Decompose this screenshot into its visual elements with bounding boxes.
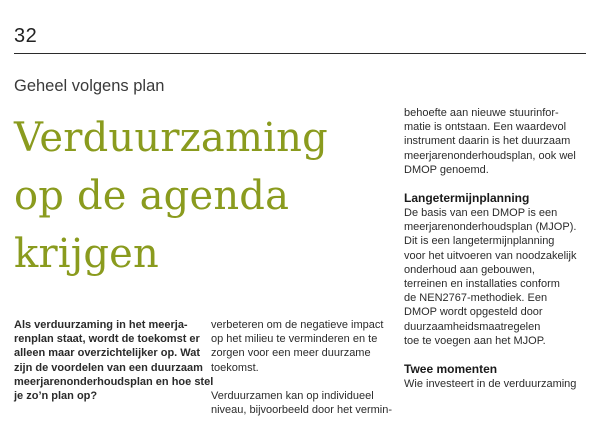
body-line: Verduurzamen kan op individueel: [211, 389, 374, 402]
body-line: onderhoud aan gebouwen,: [404, 263, 535, 276]
article-title: [14, 109, 384, 283]
body-line: DMOP wordt opgesteld door: [404, 306, 543, 319]
body-paragraph: [211, 318, 386, 375]
body-paragraph: [404, 377, 586, 391]
body-line: de NEN2767-methodiek. Een: [404, 292, 548, 305]
intro-line: renplan staat, wordt de toekomst er: [14, 333, 200, 346]
title-line: op de agenda: [14, 173, 290, 219]
page-number: 32: [14, 25, 38, 47]
article-kicker: Geheel volgens plan: [14, 77, 165, 95]
body-line: DMOP genoemd.: [404, 163, 489, 176]
body-line: De basis van een DMOP is een: [404, 207, 558, 220]
body-line: instrument daarin is het duurzaam: [404, 135, 571, 148]
subheading-langetermijnplanning: Langetermijnplanning: [404, 191, 530, 206]
body-line: niveau, bijvoorbeeld door het vermin-: [211, 404, 392, 417]
body-line: meerjarenonderhoudsplan, ook wel: [404, 149, 576, 162]
body-line: behoefte aan nieuwe stuurinfor-: [404, 107, 559, 119]
subheading-twee-momenten: Twee momenten: [404, 362, 498, 377]
body-line: zorgen voor een meer duurzame: [211, 347, 371, 360]
body-line: meerjarenonderhoudsplan (MJOP).: [404, 221, 577, 234]
body-line: toe te voegen aan het MJOP.: [404, 334, 546, 347]
body-line: terreinen en installaties conform: [404, 278, 560, 291]
body-line: Wie investeert in de verduurzaming: [404, 378, 577, 391]
body-line: toekomst.: [211, 361, 259, 374]
intro-line: zijn de voordelen van een duurzaam: [14, 361, 203, 374]
intro-column: [14, 318, 214, 403]
intro-line: alleen maar overzichtelijker op. Wat: [14, 347, 201, 360]
body-line: verbeteren om de negatieve impact: [211, 319, 384, 331]
body-column-3: [404, 106, 586, 405]
body-line: matie is ontstaan. Een waardevol: [404, 121, 567, 134]
body-line: op het milieu te verminderen en te: [211, 333, 378, 346]
body-paragraph: [404, 206, 586, 348]
body-line: voor het uitvoeren van noodzakelijk: [404, 249, 577, 262]
intro-line: meerjarenonderhoudsplan en hoe stel: [14, 375, 214, 388]
body-line: duurzaamheidsmaatregelen: [404, 320, 541, 333]
title-line: Verduurzaming: [14, 115, 328, 161]
intro-line: je zo’n plan op?: [14, 390, 98, 403]
body-paragraph: [211, 389, 392, 417]
intro-line: Als verduurzaming in het meerja-: [14, 319, 188, 331]
body-column-2: [211, 318, 392, 431]
body-paragraph: [404, 106, 586, 177]
top-divider: [14, 53, 586, 54]
title-line: krijgen: [14, 231, 159, 277]
body-line: Dit is een langetermijnplanning: [404, 235, 555, 248]
